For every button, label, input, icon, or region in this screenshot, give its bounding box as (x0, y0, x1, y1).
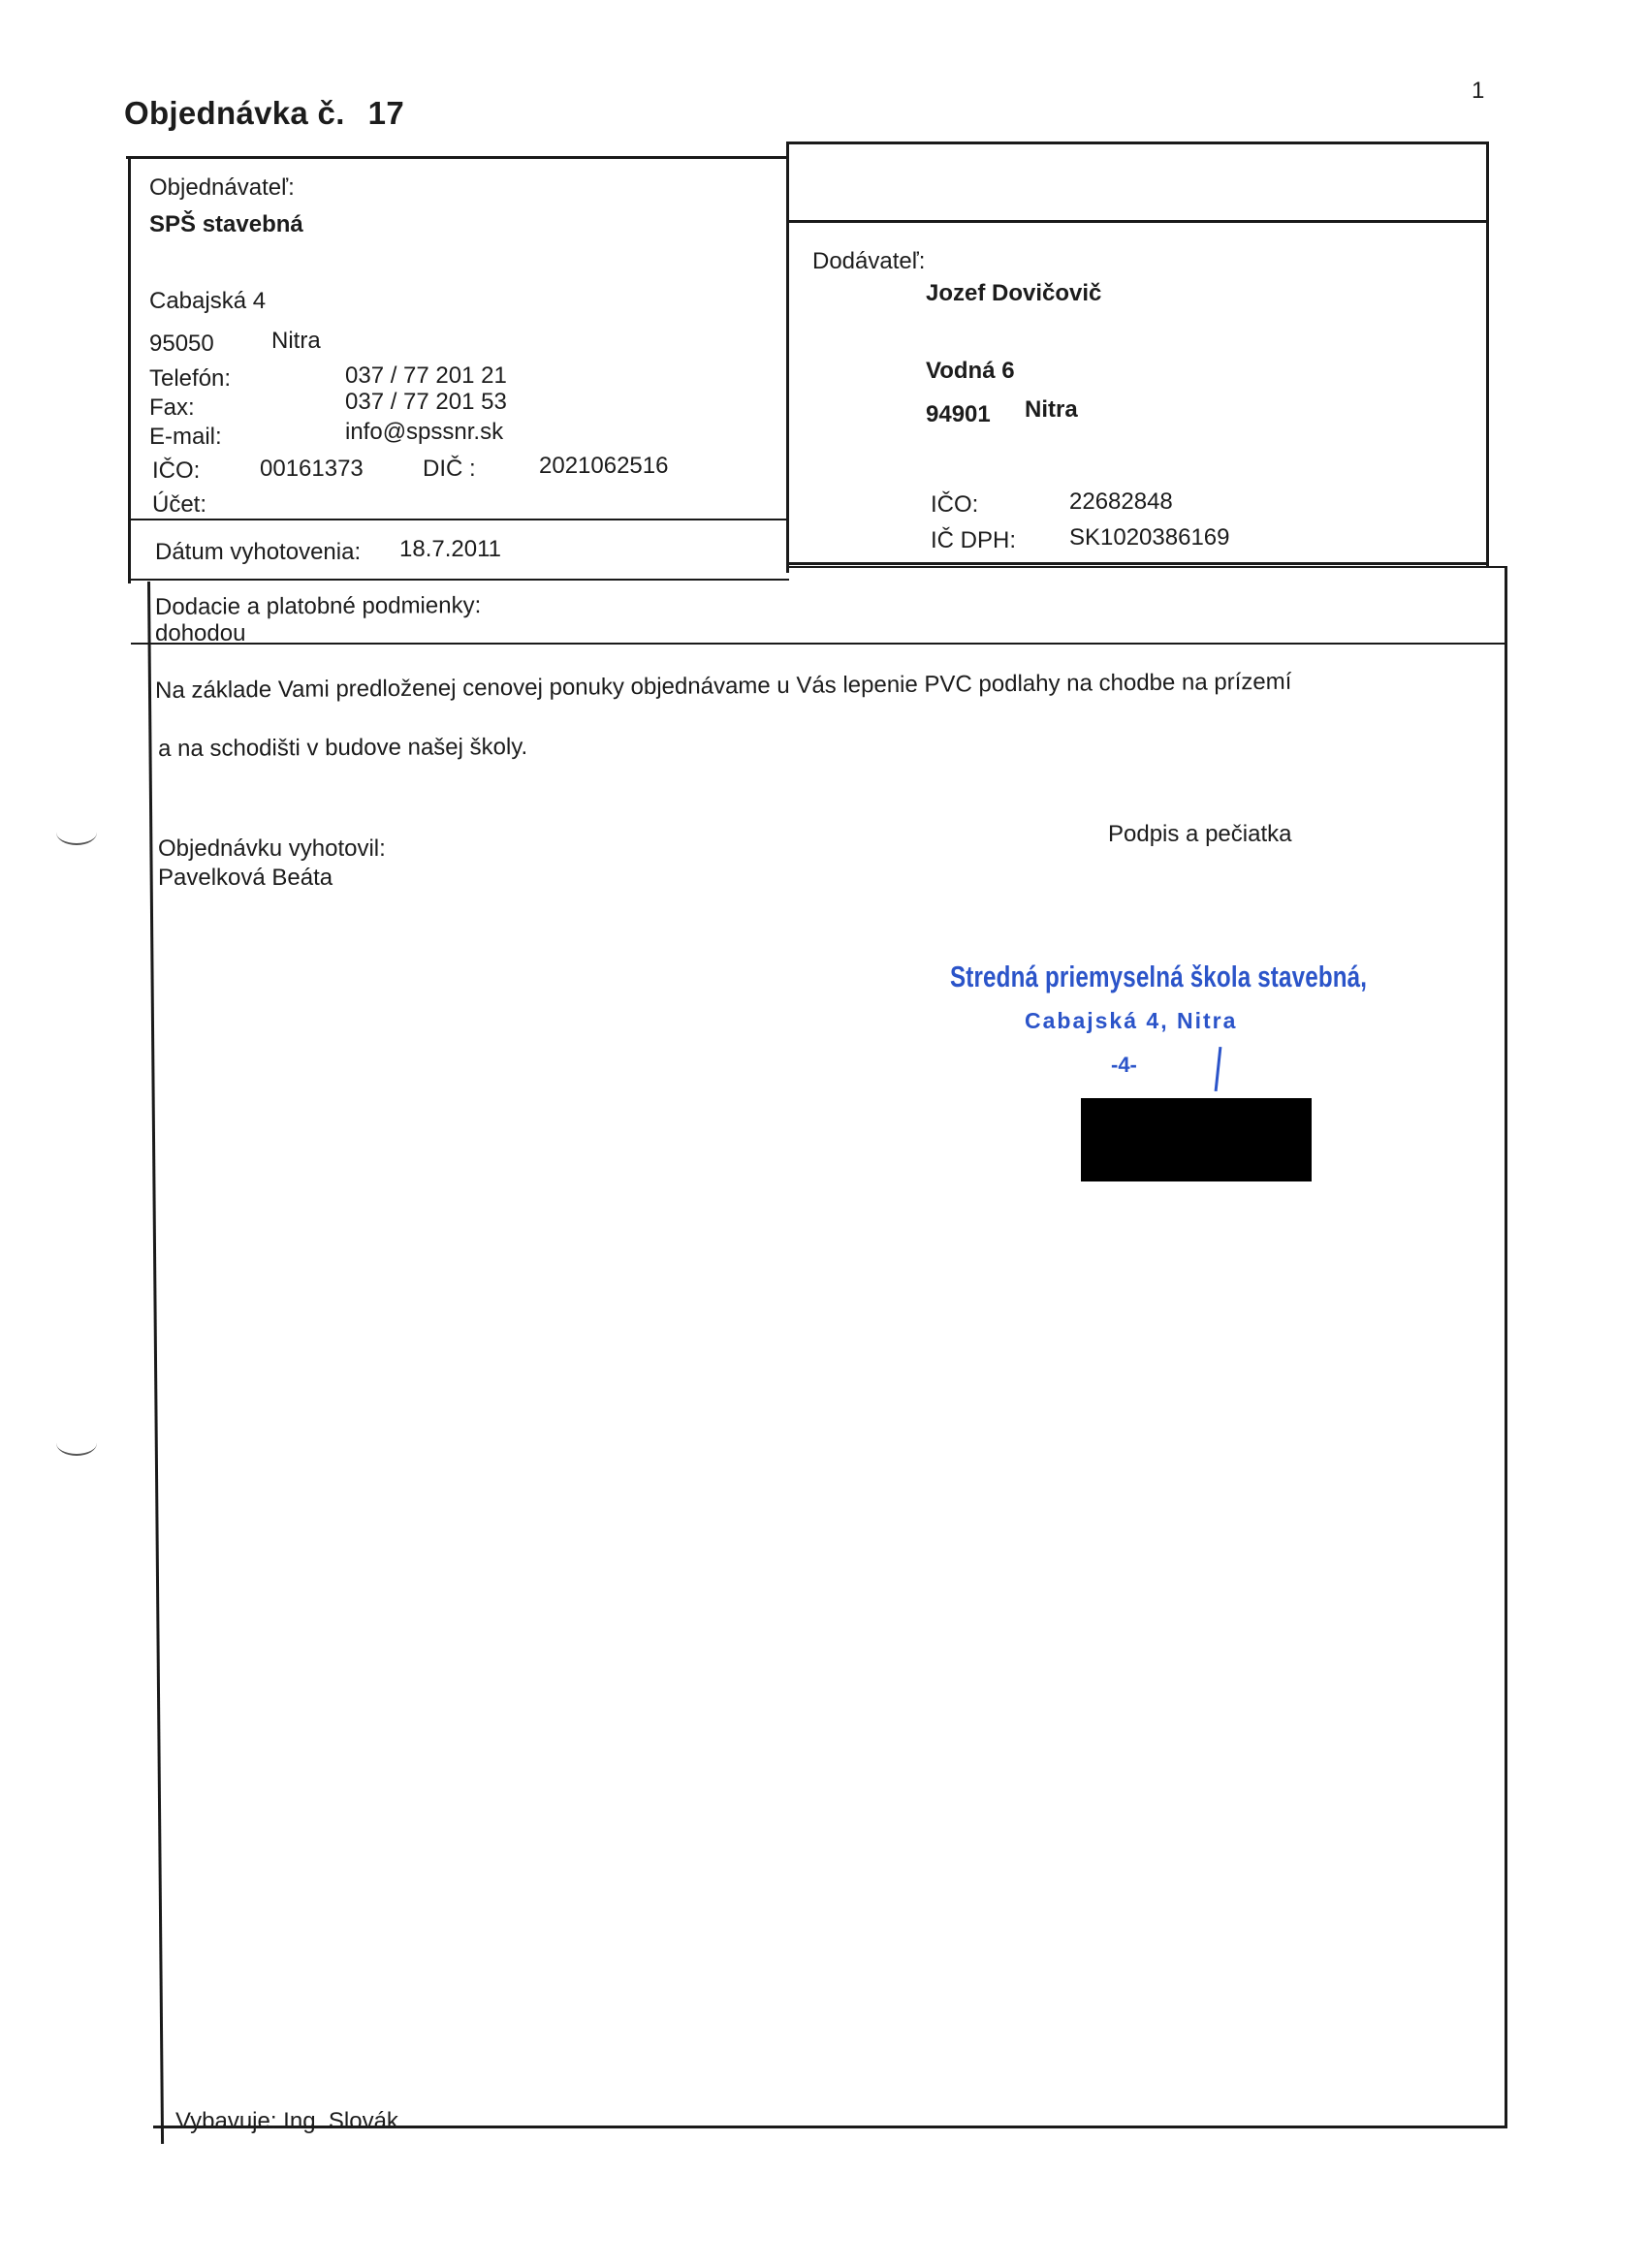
customer-name: SPŠ stavebná (149, 211, 303, 237)
document-title (124, 95, 404, 132)
customer-dic: 2021062516 (539, 453, 669, 479)
title-label: Objednávka č. (124, 95, 345, 131)
supplier-ico-label: IČO: (931, 491, 979, 518)
customer-fax-label: Fax: (149, 394, 195, 421)
order-number: 17 (367, 95, 404, 131)
supplier-icdph: SK1020386169 (1069, 524, 1230, 551)
supplier-bottom-line (788, 562, 1489, 565)
order-body-line-1: Na základe Vami predloženej cenovej ponuky objednávame u Vás lepenie PVC podlahy na chodbe na prízemí (154, 668, 1292, 704)
school-stamp-line-3: -4- (1111, 1053, 1137, 1077)
supplier-header-line (786, 220, 1489, 223)
section-divider-2 (131, 643, 1505, 645)
frame-top-left (126, 156, 788, 159)
frame-right (1486, 142, 1489, 568)
school-stamp-line-1: Stredná priemyselná škola stavebná, (950, 960, 1368, 993)
supplier-ico: 22682848 (1069, 488, 1173, 515)
punch-hole-mark (56, 820, 97, 845)
customer-email-label: E-mail: (149, 424, 222, 450)
supplier-name: Jozef Dovičovič (926, 280, 1102, 306)
terms-value: dohodou (155, 620, 246, 646)
signature-label: Podpis a pečiatka (1108, 821, 1292, 847)
customer-zip: 95050 (149, 331, 214, 357)
customer-ico-label: IČO: (152, 457, 201, 484)
terms-label: Dodacie a platobné podmienky: (154, 592, 482, 620)
school-stamp-line-2: Cabajská 4, Nitra (1025, 1008, 1238, 1033)
supplier-street: Vodná 6 (926, 358, 1015, 384)
customer-ico: 00161373 (260, 456, 364, 482)
section-divider-1b (787, 566, 1506, 568)
customer-heading: Objednávateľ: (149, 174, 295, 201)
frame-top-right (786, 142, 1489, 144)
frame-left-lower (147, 582, 164, 2144)
column-divider (786, 142, 789, 573)
date-label: Dátum vyhotovenia: (155, 539, 362, 565)
punch-hole-mark (56, 1431, 97, 1456)
date-value: 18.7.2011 (399, 536, 501, 562)
customer-dic-label: DIČ : (423, 456, 476, 482)
prepared-by-name: Pavelková Beáta (158, 865, 333, 891)
section-divider-1 (130, 579, 789, 581)
customer-phone-label: Telefón: (149, 365, 232, 392)
supplier-city: Nitra (1025, 396, 1078, 423)
frame-right-lower (1505, 566, 1507, 2126)
customer-account-label: Účet: (152, 491, 207, 518)
redacted-signature (1081, 1098, 1312, 1181)
customer-city: Nitra (271, 328, 321, 354)
customer-fax: 037 / 77 201 53 (345, 389, 507, 415)
prepared-by-label: Objednávku vyhotovil: (158, 835, 386, 862)
page-number: 1 (1472, 78, 1485, 104)
customer-street: Cabajská 4 (149, 288, 267, 314)
supplier-icdph-label: IČ DPH: (931, 527, 1017, 553)
customer-email: info@spssnr.sk (345, 419, 504, 445)
supplier-zip: 94901 (926, 401, 991, 427)
customer-phone: 037 / 77 201 21 (345, 362, 507, 389)
signature-stroke (1215, 1047, 1222, 1091)
date-divider (130, 519, 789, 520)
supplier-heading: Dodávateľ: (812, 248, 926, 274)
order-body-line-2: a na schodišti v budove našej školy. (157, 734, 528, 762)
handled-by: Vybavuje: Ing. Slovák (175, 2108, 398, 2134)
